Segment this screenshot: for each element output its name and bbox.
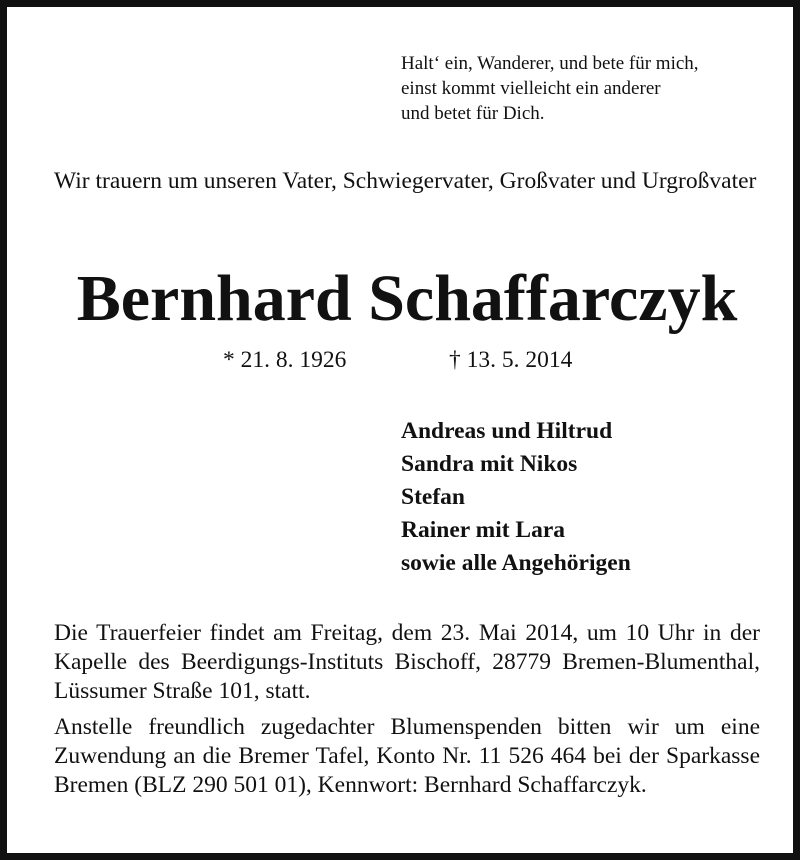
mourners-list [401,415,781,580]
life-dates [7,343,800,377]
mourner-entry: Rainer mit Lara [401,517,566,543]
birth-date: * 21. 8. 1926 [223,347,347,373]
intro-text: Wir trauern um unseren Vater, Schwiegervater, Großvater und Urgroßvater [54,168,757,194]
mourner-entry: Stefan [401,484,465,510]
deceased-name: Bernhard Schaffarczyk [76,262,738,335]
mourner-entry: sowie alle Angehörigen [401,550,631,576]
donation-request-text: Anstelle freundlich zugedachter Blumenspenden bitten wir um eine Zuwendung an die Bremer Tafel, Konto Nr. 11 526 464 bei der Sparkasse Bremen (BLZ 290 501 01), Kennwort: Bernhard Schaffarczyk. [54,714,760,798]
poem-line: und betet für Dich. [401,103,545,124]
funeral-service-text: Die Trauerfeier findet am Freitag, dem 23. Mai 2014, um 10 Uhr in der Kapelle des Beerdigungs-Instituts Bischoff, 28779 Bremen-Blumenthal, Lüssumer Straße 101, statt. [54,620,760,704]
mourner-entry: Sandra mit Nikos [401,451,578,477]
mourner-entry: Andreas und Hiltrud [401,418,613,444]
poem-line: einst kommt vielleicht ein anderer [401,78,661,99]
memorial-poem [401,51,771,126]
death-date: † 13. 5. 2014 [449,347,573,373]
poem-line: Halt‘ ein, Wanderer, und bete für mich, [401,53,699,74]
